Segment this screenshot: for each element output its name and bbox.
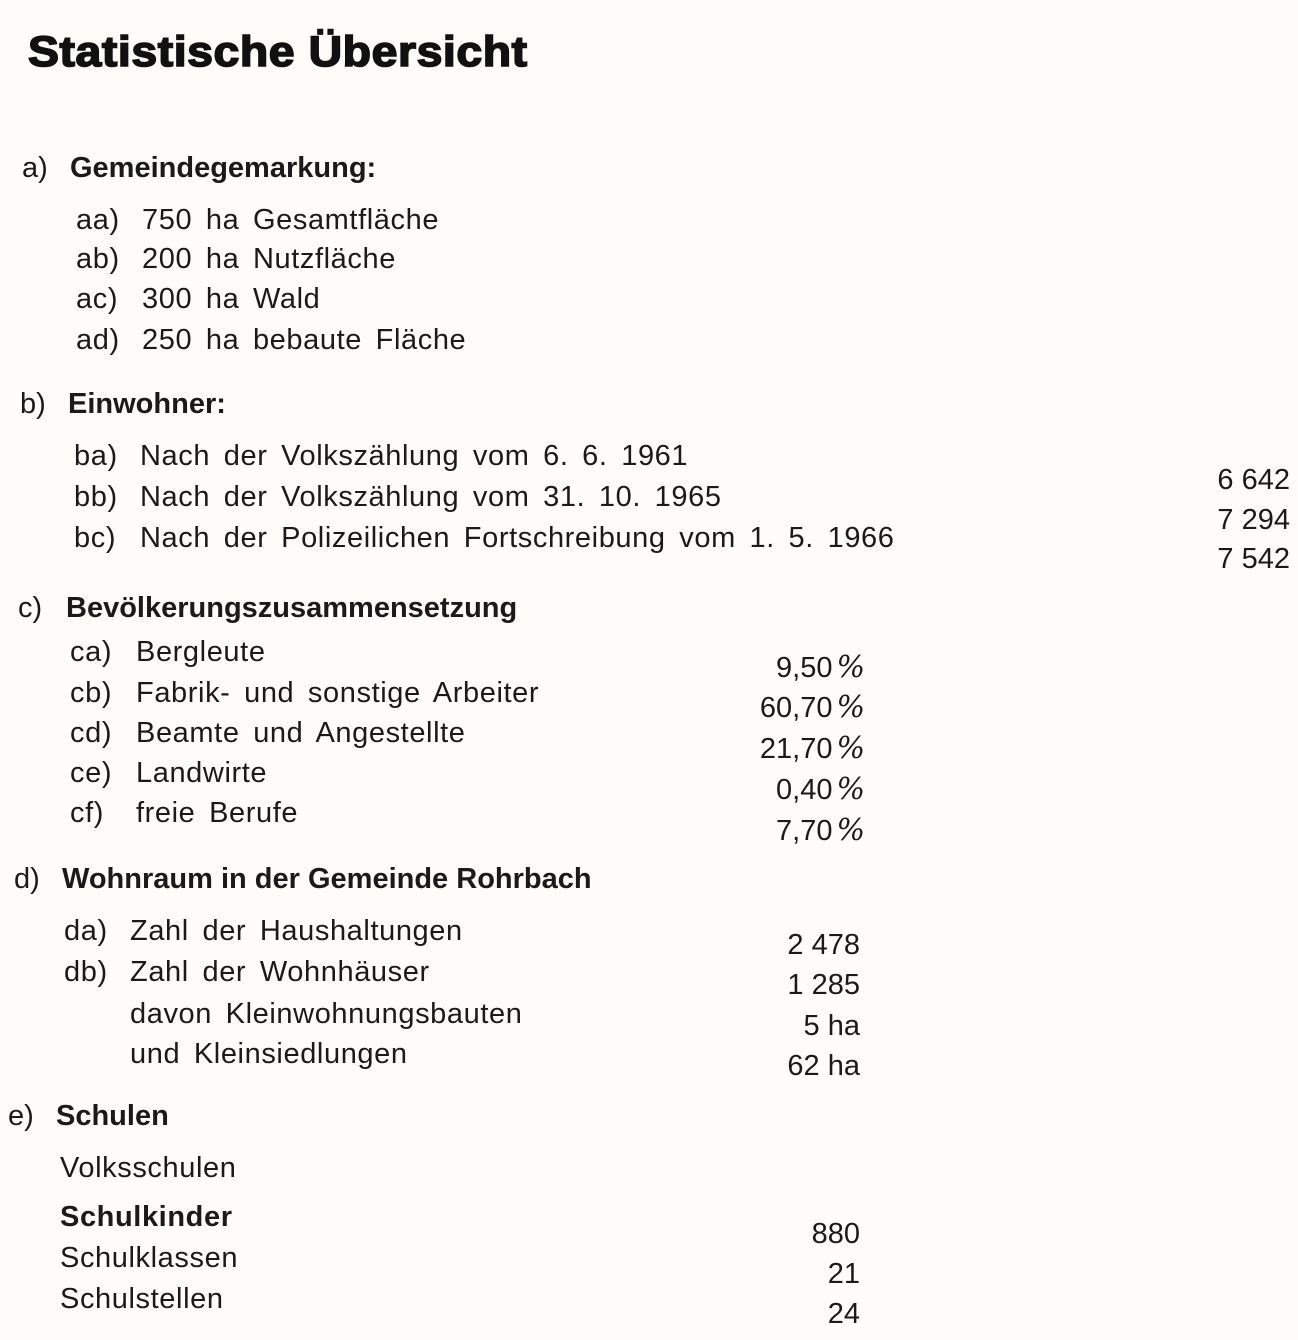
section-a-heading <box>22 152 376 185</box>
percent-value: 60,70 % <box>759 690 865 725</box>
percent-sign: % <box>836 690 865 725</box>
section-label: b) <box>20 388 46 420</box>
section-c-heading <box>18 592 517 625</box>
list-item: und Kleinsiedlungen <box>130 1038 408 1070</box>
list-item: ab) 200 ha Nutzfläche <box>76 243 396 275</box>
value-7542: 7 542 <box>1217 543 1290 575</box>
section-label: e) <box>8 1100 34 1132</box>
list-item: da) Zahl der Haushaltungen <box>64 915 463 947</box>
value-schulkinder: 880 <box>811 1218 860 1250</box>
list-item: cb) Fabrik- und sonstige Arbeiter <box>70 677 540 709</box>
list-item: ac) 300 ha Wald <box>76 283 321 315</box>
percent-value: 0,40 % <box>776 772 865 807</box>
list-item: davon Kleinwohnungsbauten <box>130 998 523 1030</box>
volksschulen-label: Volksschulen <box>60 1152 237 1184</box>
percent-value: 9,50 % <box>776 650 865 685</box>
page-title: Statistische Übersicht <box>28 28 528 76</box>
section-title: Einwohner: <box>68 388 226 420</box>
section-label: c) <box>18 592 43 624</box>
section-title: Gemeindegemarkung: <box>70 152 377 184</box>
value-small-settlements: 62 ha <box>787 1050 860 1082</box>
list-item: cf) freie Berufe <box>70 797 299 829</box>
value-7294: 7 294 <box>1217 504 1290 536</box>
value-small-housing: 5 ha <box>803 1010 860 1042</box>
section-title: Schulen <box>56 1100 169 1132</box>
percent-sign: % <box>836 813 865 848</box>
list-item: ad) 250 ha bebaute Fläche <box>76 324 467 356</box>
section-title: Wohnraum in der Gemeinde Rohrbach <box>62 863 592 895</box>
section-label: d) <box>14 863 40 895</box>
value-6642: 6 642 <box>1217 464 1290 496</box>
section-label: a) <box>22 152 48 184</box>
schulstellen-label: Schulstellen <box>60 1283 224 1315</box>
percent-value: 21,70 % <box>759 731 865 766</box>
section-title: Bevölkerungszusammensetzung <box>66 592 518 624</box>
list-item: ce) Landwirte <box>70 757 268 789</box>
value-households: 2 478 <box>787 929 860 961</box>
list-item: db) Zahl der Wohnhäuser <box>64 956 430 988</box>
list-item: bb) Nach der Volkszählung vom 31. 10. 1965 <box>74 481 722 513</box>
percent-sign: % <box>836 731 865 766</box>
percent-sign: % <box>836 772 865 807</box>
section-d-heading <box>14 863 592 896</box>
value-houses: 1 285 <box>787 969 860 1001</box>
list-item: bc) Nach der Polizeilichen Fortschreibung vom 1. 5. 1966 <box>74 522 895 554</box>
value-schulklassen: 21 <box>827 1258 860 1290</box>
section-e-heading <box>8 1100 169 1133</box>
percent-sign: % <box>836 650 865 685</box>
schulklassen-label: Schulklassen <box>60 1242 239 1274</box>
list-item: aa) 750 ha Gesamtfläche <box>76 204 440 236</box>
schulkinder-label: Schulkinder <box>60 1201 233 1233</box>
value-schulstellen: 24 <box>827 1298 860 1330</box>
section-b-heading <box>20 388 226 421</box>
list-item: ca) Bergleute <box>70 636 266 668</box>
list-item: ba) Nach der Volkszählung vom 6. 6. 1961 <box>74 440 689 472</box>
percent-value: 7,70 % <box>776 813 865 848</box>
list-item: cd) Beamte und Angestellte <box>70 717 466 749</box>
